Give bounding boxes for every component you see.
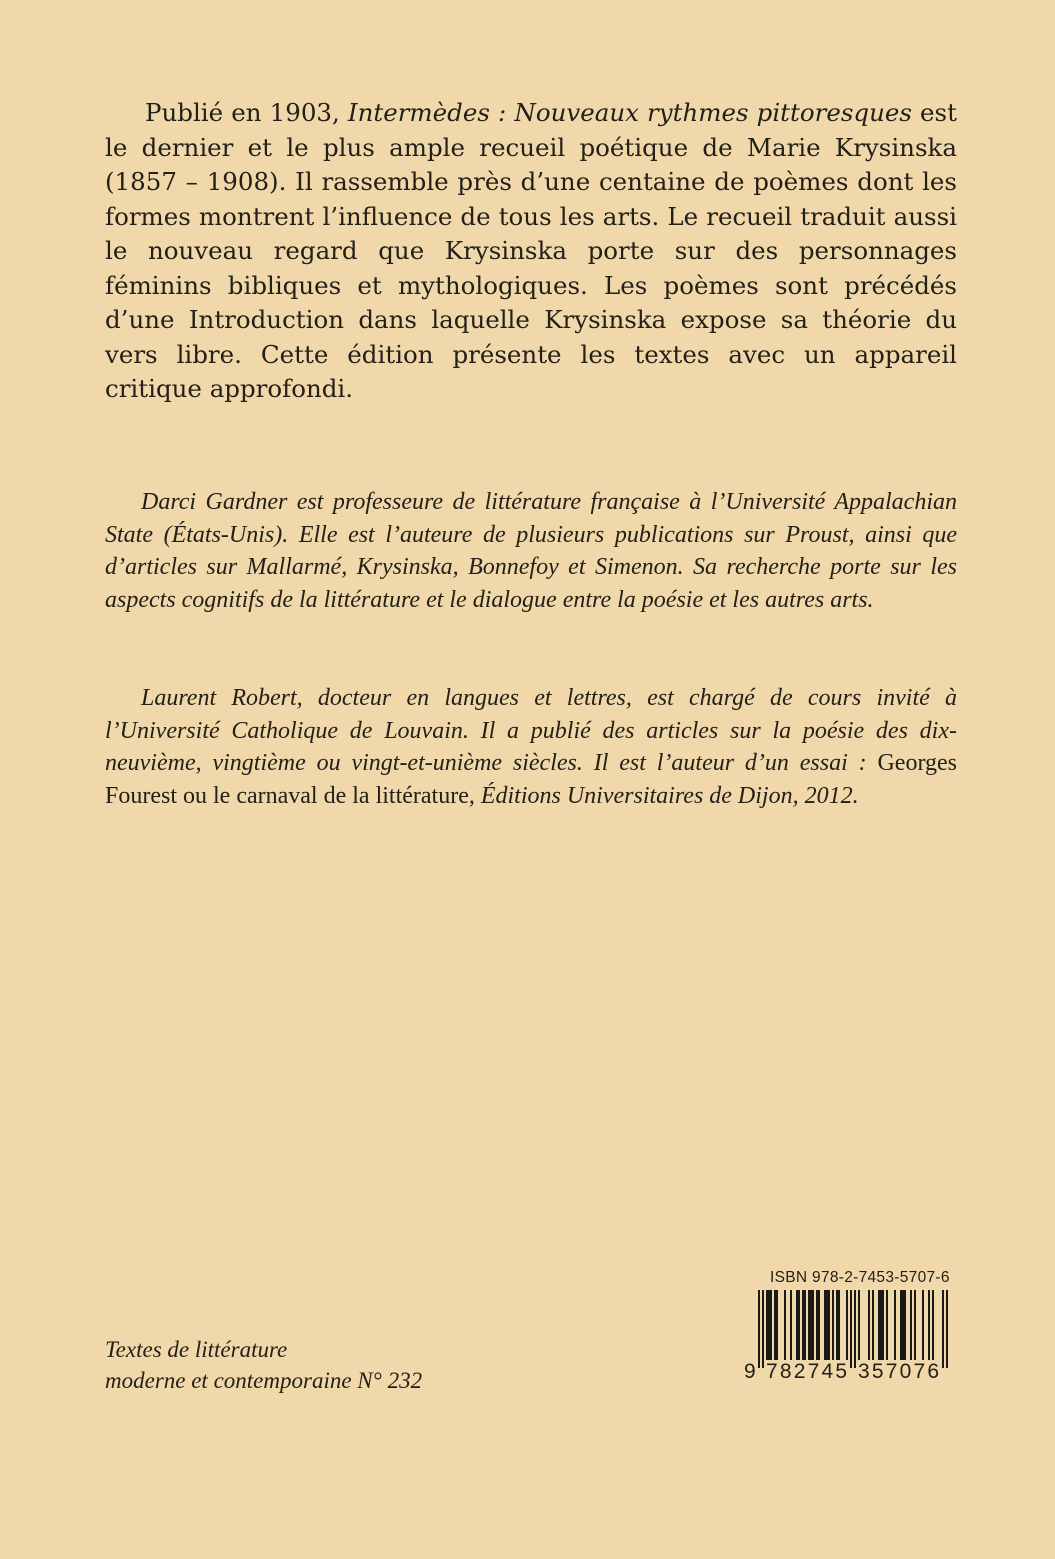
series-line-1: Textes de littérature bbox=[105, 1337, 288, 1362]
barcode-bar bbox=[836, 1290, 838, 1360]
barcode-bar bbox=[922, 1290, 924, 1360]
barcode-bar bbox=[878, 1290, 880, 1360]
barcode-bar bbox=[790, 1290, 792, 1360]
essay-title: Georges Fourest ou le carnaval de la littérature bbox=[105, 750, 957, 809]
barcode-bar bbox=[776, 1290, 778, 1360]
barcode-bar bbox=[762, 1290, 764, 1368]
barcode-bar bbox=[798, 1290, 800, 1360]
barcode-bar bbox=[804, 1290, 806, 1360]
series-info bbox=[105, 1334, 422, 1396]
barcode-bar bbox=[826, 1290, 828, 1360]
barcode-bar bbox=[846, 1290, 848, 1360]
barcode-bar bbox=[854, 1290, 856, 1368]
barcode-digits-right: 357076 bbox=[858, 1360, 942, 1383]
barcode-bar bbox=[858, 1290, 860, 1360]
barcode-bar bbox=[868, 1290, 870, 1360]
barcode-bar bbox=[784, 1290, 786, 1360]
barcode-bar bbox=[824, 1290, 826, 1360]
barcode-bar bbox=[894, 1290, 896, 1360]
barcode-bar bbox=[774, 1290, 776, 1360]
book-title: Intermèdes : Nouveaux rythmes pittoresques bbox=[347, 98, 912, 127]
barcode-bar bbox=[768, 1290, 770, 1360]
barcode-bar bbox=[812, 1290, 814, 1360]
barcode-bar bbox=[946, 1290, 948, 1368]
barcode-bar bbox=[902, 1290, 904, 1360]
barcode-bar bbox=[802, 1290, 804, 1360]
barcode-bar bbox=[828, 1290, 830, 1360]
barcode-bar bbox=[808, 1290, 810, 1360]
isbn-barcode bbox=[744, 1268, 955, 1390]
barcode-bar bbox=[932, 1290, 934, 1360]
barcode-bar bbox=[928, 1290, 930, 1360]
barcode-bar bbox=[796, 1290, 798, 1360]
barcode-bar bbox=[910, 1290, 912, 1360]
series-line-2: moderne et contemporaine N° 232 bbox=[105, 1368, 423, 1393]
barcode-bar bbox=[810, 1290, 812, 1360]
bio-robert-intro: Laurent Robert, docteur en langues et lettres, est chargé de cours invité à l’Université Catholique de Louvain. Il a publié des articles sur la poésie des dix-neuvième, vingtième ou vingt-et-unième siècles. Il est l’auteur d’un essai : bbox=[105, 685, 957, 776]
barcode-bar bbox=[942, 1290, 944, 1368]
barcode-bar bbox=[886, 1290, 888, 1360]
barcode-bar bbox=[758, 1290, 760, 1368]
barcode-bar bbox=[838, 1290, 840, 1360]
barcode-bar bbox=[914, 1290, 916, 1360]
barcode-bar bbox=[900, 1290, 902, 1360]
back-cover-summary bbox=[105, 96, 957, 407]
barcode-bar bbox=[766, 1290, 768, 1360]
author-bio-gardner: Darci Gardner est professeure de littérature française à l’Université Appalachian State (États-Unis). Elle est l’auteure de plusieurs publications sur Proust, ainsi que d’articles sur Mallarmé, Krysinska, Bonnefoy et Simenon. Sa recherche porte sur les aspects cognitifs de la littérature et le dialogue entre la poésie et les autres arts. bbox=[105, 489, 957, 613]
summary-body: est le dernier et le plus ample recueil poétique de Marie Krysinska (1857 – 1908). Il rassemble près d’une centaine de poèmes dont les formes montrent l’influence de tous les arts. Le recueil traduit aussi le nouveau regard que Krysinska porte sur des personnages féminins bibliques et mythologiques. Les poèmes sont précédés d’une Introduction dans laquelle Krysinska expose sa théorie du vers libre. Cette édition présente les textes avec un appareil critique approfondi. bbox=[105, 98, 957, 403]
barcode-bar bbox=[832, 1290, 834, 1360]
barcode-digit-first: 9 bbox=[744, 1360, 758, 1383]
barcode-bar bbox=[882, 1290, 884, 1360]
barcode-bar bbox=[850, 1290, 852, 1368]
isbn-label: ISBN 978-2-7453-5707-6 bbox=[770, 1269, 950, 1286]
barcode-bar bbox=[872, 1290, 874, 1360]
bio-robert-publisher: , Éditions Universitaires de Dijon, 2012. bbox=[468, 782, 859, 809]
barcode-bar bbox=[880, 1290, 882, 1360]
barcode-digits-left: 782745 bbox=[766, 1360, 850, 1383]
barcode-bar bbox=[816, 1290, 818, 1360]
barcode-bar bbox=[904, 1290, 906, 1360]
barcode-bar bbox=[770, 1290, 772, 1360]
barcode-bar bbox=[818, 1290, 820, 1360]
author-bio-robert bbox=[105, 682, 957, 812]
summary-intro: Publié en 1903, bbox=[145, 98, 348, 127]
